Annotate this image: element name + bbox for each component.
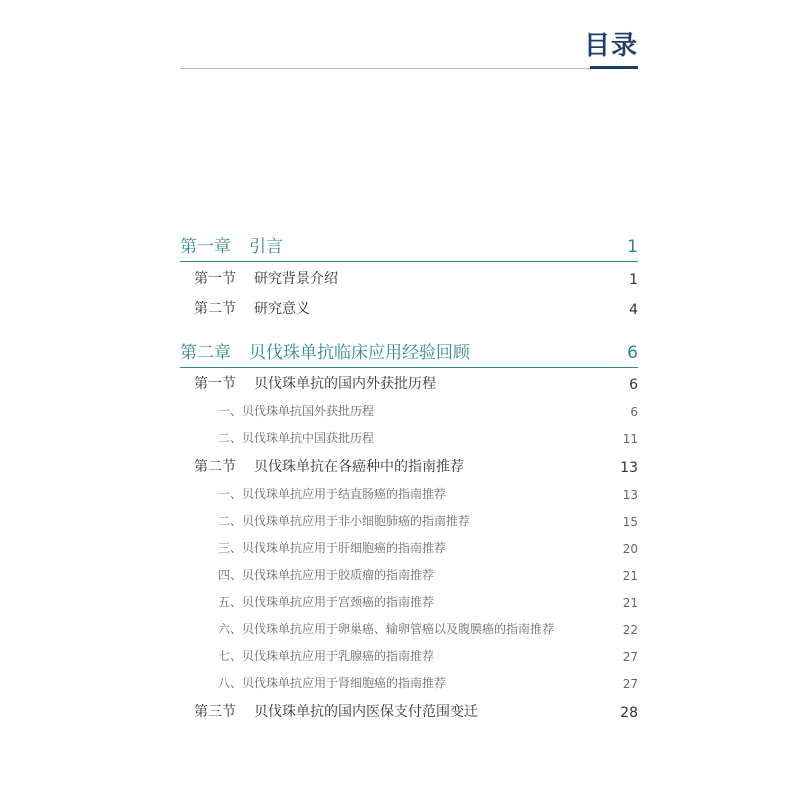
subsection-page-number: 6 [630,405,638,419]
section-label: 第一节 [194,376,236,392]
subsection-title: 七、贝伐珠单抗应用于乳腺癌的指南推荐 [218,649,435,663]
section-title: 研究意义 [254,301,310,317]
subsection-page-number: 11 [622,432,638,446]
section-page-number: 13 [620,460,638,476]
chapter-page-number: 6 [627,343,638,363]
section-title: 贝伐珠单抗在各癌种中的指南推荐 [254,459,464,475]
toc-section-1-1[interactable] [180,262,638,292]
subsection-title: 四、贝伐珠单抗应用于胶质瘤的指南推荐 [218,568,435,582]
section-label: 第三节 [194,704,236,720]
page-title: 目录 [583,31,638,61]
toc-subsection-2-2-8[interactable] [180,669,638,696]
section-page-number: 4 [629,302,638,318]
section-label: 第二节 [194,459,236,475]
chapter-page-number: 1 [627,237,638,257]
chapter-title: 贝伐珠单抗临床应用经验回顾 [249,343,470,363]
toc-subsection-2-1-1[interactable] [180,397,638,424]
toc-section-2-3[interactable] [180,696,638,725]
subsection-title: 二、贝伐珠单抗中国获批历程 [218,431,375,445]
toc-subsection-2-2-2[interactable] [180,507,638,534]
toc-section-2-2[interactable] [180,451,638,480]
toc-subsection-2-2-5[interactable] [180,588,638,615]
header-accent-bar [590,66,638,69]
header-rule [180,68,638,69]
toc-subsection-2-2-4[interactable] [180,561,638,588]
subsection-page-number: 20 [622,542,638,556]
subsection-title: 六、贝伐珠单抗应用于卵巢癌、输卵管癌以及腹膜癌的指南推荐 [218,622,555,636]
toc-subsection-2-2-3[interactable] [180,534,638,561]
section-label: 第一节 [194,271,236,287]
toc-section-1-2[interactable] [180,292,638,322]
toc-chapter-1[interactable] [180,230,638,262]
section-page-number: 28 [620,705,638,721]
subsection-page-number: 15 [622,515,638,529]
section-page-number: 1 [629,272,638,288]
toc-list [180,230,638,725]
section-title: 研究背景介绍 [254,271,338,287]
subsection-title: 三、贝伐珠单抗应用于肝细胞癌的指南推荐 [218,541,447,555]
chapter-label: 第一章 [180,237,231,257]
toc-chapter-2[interactable] [180,336,638,368]
chapter-title: 引言 [249,237,283,257]
chapter-label: 第二章 [180,343,231,363]
toc-section-2-1[interactable] [180,368,638,397]
subsection-page-number: 27 [622,677,638,691]
subsection-page-number: 13 [622,488,638,502]
subsection-page-number: 22 [622,623,638,637]
toc-subsection-2-1-2[interactable] [180,424,638,451]
toc-subsection-2-2-1[interactable] [180,480,638,507]
subsection-page-number: 21 [622,569,638,583]
toc-header [180,28,638,72]
subsection-title: 五、贝伐珠单抗应用于宫颈癌的指南推荐 [218,595,435,609]
subsection-title: 一、贝伐珠单抗国外获批历程 [218,404,375,418]
toc-subsection-2-2-6[interactable] [180,615,638,642]
section-page-number: 6 [629,377,638,393]
subsection-page-number: 27 [622,650,638,664]
section-label: 第二节 [194,301,236,317]
section-title: 贝伐珠单抗的国内外获批历程 [254,376,436,392]
toc-subsection-2-2-7[interactable] [180,642,638,669]
section-title: 贝伐珠单抗的国内医保支付范围变迁 [254,704,478,720]
subsection-page-number: 21 [622,596,638,610]
subsection-title: 八、贝伐珠单抗应用于肾细胞癌的指南推荐 [218,676,447,690]
subsection-title: 一、贝伐珠单抗应用于结直肠癌的指南推荐 [218,487,447,501]
subsection-title: 二、贝伐珠单抗应用于非小细胞肺癌的指南推荐 [218,514,471,528]
